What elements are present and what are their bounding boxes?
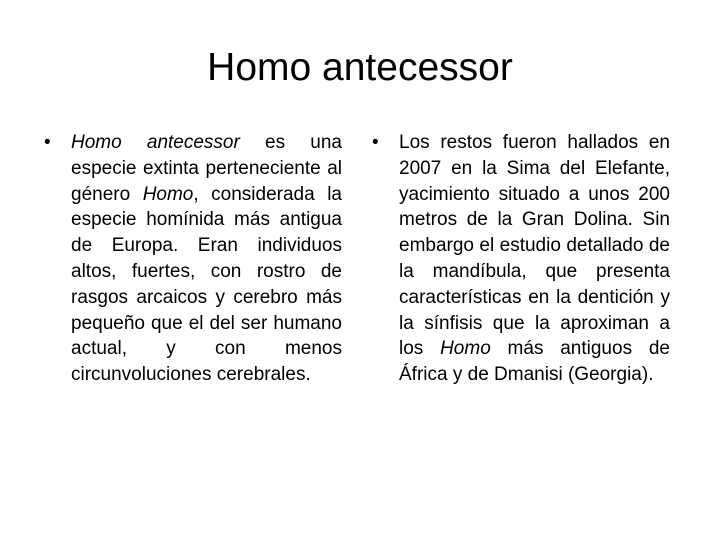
bullet-icon: • [372, 132, 379, 153]
left-column [44, 130, 342, 388]
left-bullet-text [71, 130, 342, 388]
right-bullet-text [399, 130, 670, 388]
right-column [372, 130, 670, 388]
bullet-icon: • [44, 132, 51, 153]
text-segment: Homo [142, 183, 194, 205]
left-bullet-item [44, 130, 342, 388]
right-bullet-item [372, 130, 670, 388]
text-segment: más antiguos de África y de Dmanisi (Georgia). [399, 338, 670, 386]
text-segment: Los restos fueron hallados en 2007 en la Sima del Elefante, yacimiento situado a unos 200 metros de la Gran Dolina. Sin embargo el estudio detallado de la mandíbula, que presenta características en la dentición y la sínfisis que la aproximan a los [399, 132, 670, 360]
slide-title: Homo antecessor [207, 46, 513, 89]
text-segment: Homo [440, 338, 491, 360]
text-segment: es una especie extinta perteneciente al género [71, 132, 342, 205]
text-segment: Homo antecessor [71, 132, 240, 153]
text-segment: , considerada la especie homínida más antigua de Europa. Eran individuos altos, fuertes, con rostro de rasgos arcaicos y cerebro más pequeño que el del ser humano actual, y con menos circunvoluciones cerebrales. [71, 183, 342, 386]
